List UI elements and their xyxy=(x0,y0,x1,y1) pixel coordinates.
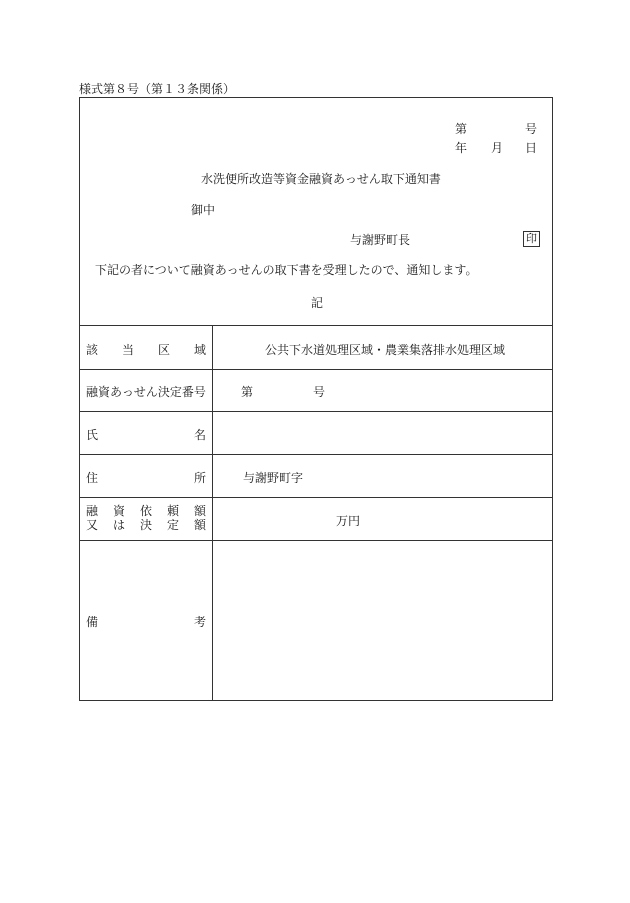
name-label-char: 氏 xyxy=(86,428,99,442)
row-divider xyxy=(80,369,552,370)
name-label xyxy=(86,426,206,443)
remarks-label-char: 備 xyxy=(86,615,99,629)
ki-heading: 記 xyxy=(311,296,324,310)
row-divider xyxy=(80,497,552,498)
row-divider xyxy=(80,540,552,541)
address-label xyxy=(86,469,206,486)
area-label xyxy=(86,341,206,358)
amount-label-char: 額 xyxy=(193,518,206,532)
amount-label-line2 xyxy=(86,518,206,532)
amount-label-char: 依 xyxy=(139,504,152,518)
remarks-label xyxy=(86,613,206,630)
amount-label-char: は xyxy=(112,518,125,532)
addressee-suffix: 御中 xyxy=(191,203,216,217)
document-number-prefix: 第 xyxy=(455,122,468,136)
amount-label-char: 融 xyxy=(86,504,99,518)
decision-number-label: 融資あっせん決定番号 xyxy=(86,385,206,399)
amount-label-char: 又 xyxy=(86,518,99,532)
form-number: 様式第８号（第１３条関係） xyxy=(79,82,236,96)
table-top-border xyxy=(80,325,552,326)
area-label-char: 該 xyxy=(86,343,99,357)
notice-form xyxy=(79,97,553,701)
date-year: 年 xyxy=(455,141,468,155)
area-label-char: 当 xyxy=(121,343,134,357)
decision-number-prefix: 第 xyxy=(241,385,254,399)
amount-label-char: 額 xyxy=(193,504,206,518)
name-label-char: 名 xyxy=(193,428,206,442)
address-label-char: 住 xyxy=(86,471,99,485)
amount-label-char: 決 xyxy=(139,518,152,532)
row-divider xyxy=(80,411,552,412)
amount-label xyxy=(86,504,206,532)
notice-body-text: 下記の者について融資あっせんの取下書を受理したので、通知します。 xyxy=(95,263,478,277)
row-divider xyxy=(80,454,552,455)
seal-mark xyxy=(523,231,540,247)
amount-label-char: 頼 xyxy=(166,504,179,518)
area-label-char: 域 xyxy=(193,343,206,357)
decision-number-suffix: 号 xyxy=(313,385,326,399)
document-number-suffix: 号 xyxy=(525,122,538,136)
date-month: 月 xyxy=(491,141,504,155)
seal-label: 印 xyxy=(523,231,540,247)
address-label-char: 所 xyxy=(193,471,206,485)
amount-unit: 万円 xyxy=(336,514,361,528)
amount-label-line1 xyxy=(86,504,206,518)
remarks-label-char: 考 xyxy=(193,615,206,629)
address-value: 与謝野町字 xyxy=(243,471,304,485)
issuer-name: 与謝野町長 xyxy=(350,233,411,247)
area-value: 公共下水道処理区域・農業集落排水処理区域 xyxy=(265,343,506,357)
date-day: 日 xyxy=(525,141,538,155)
document-title: 水洗便所改造等資金融資あっせん取下通知書 xyxy=(201,172,441,186)
area-label-char: 区 xyxy=(157,343,170,357)
amount-label-char: 資 xyxy=(112,504,125,518)
column-divider xyxy=(212,325,213,700)
amount-label-char: 定 xyxy=(166,518,179,532)
